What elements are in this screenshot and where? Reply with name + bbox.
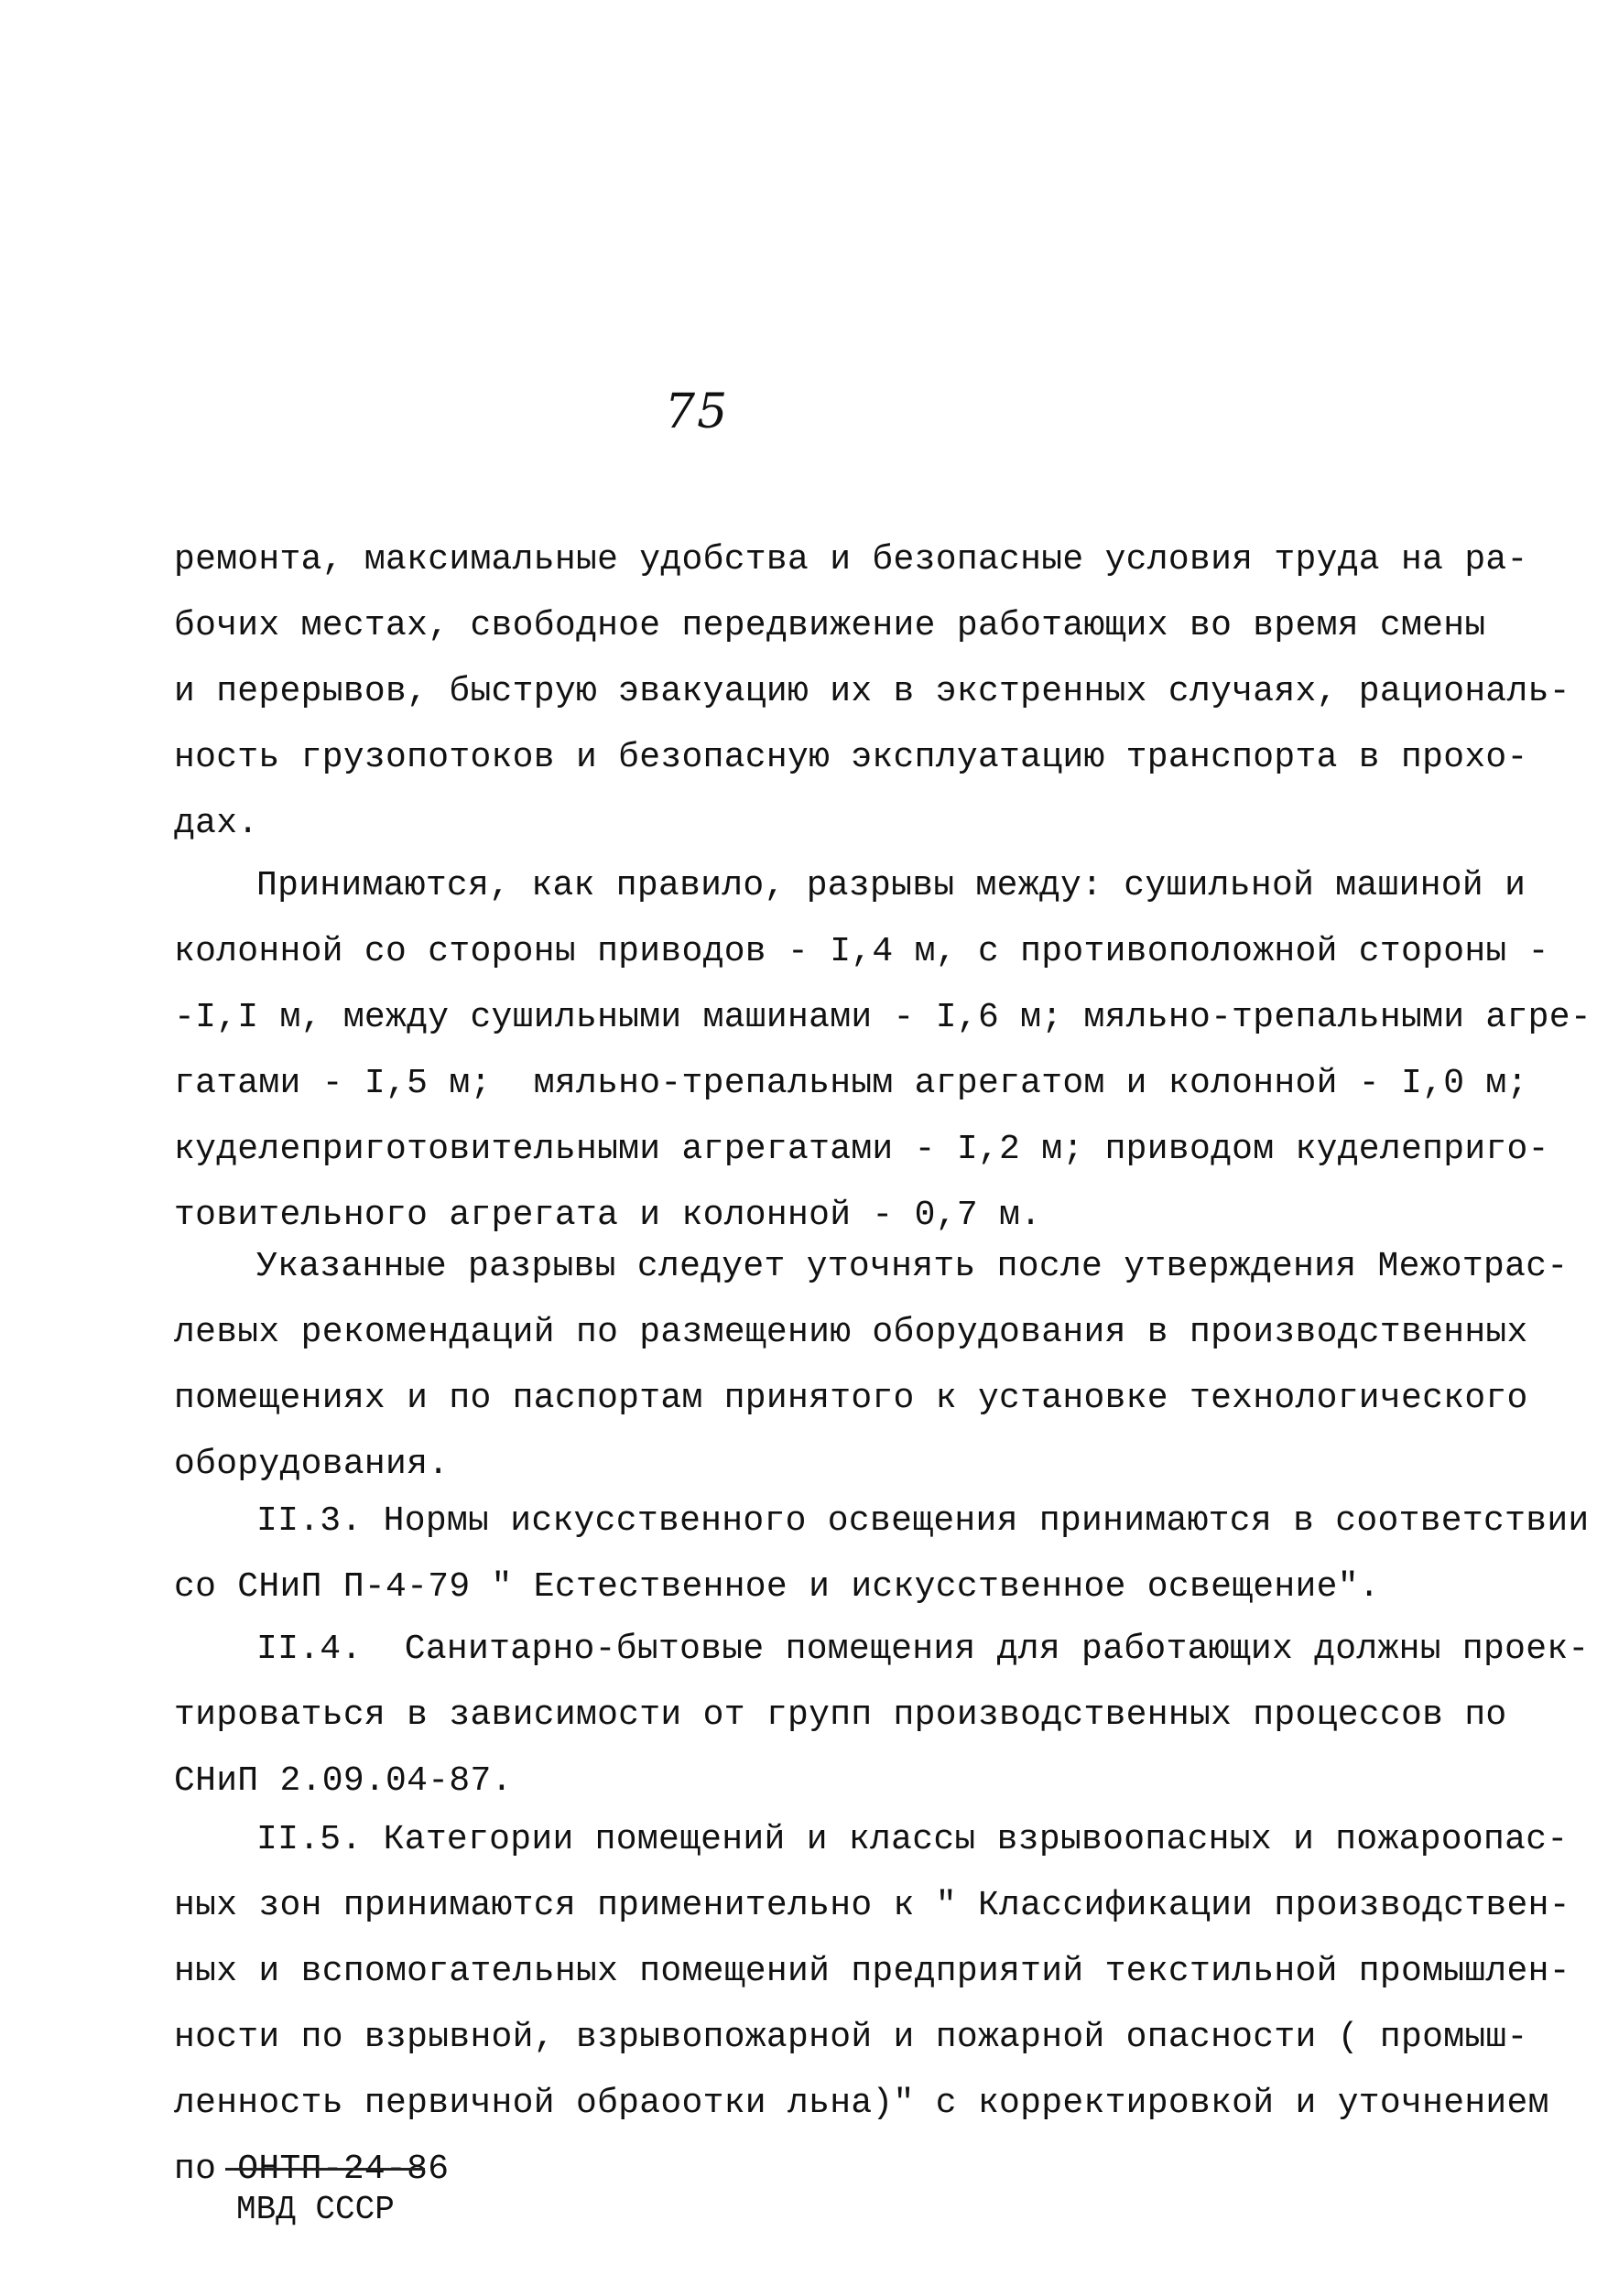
text-line: II.3. Нормы искусственного освещения принимаются в соответствии bbox=[256, 1501, 1590, 1541]
text-line: СНиП 2.09.04-87. bbox=[174, 1761, 513, 1801]
text-line: II.5. Категории помещений и классы взрывоопасных и пожароопас- bbox=[256, 1820, 1569, 1859]
text-line: Указанные разрывы следует уточнять после утверждения Межотрас- bbox=[256, 1247, 1569, 1286]
text-line: ности по взрывной, взрывопожарной и пожарной опасности ( промыш- bbox=[174, 2018, 1528, 2057]
text-line: тироваться в зависимости от групп производственных процессов по bbox=[174, 1695, 1507, 1735]
paragraph-continuation bbox=[174, 527, 1570, 857]
text-line: гатами - I,5 м; мяльно-трепальным агрегатом и колонной - I,0 м; bbox=[174, 1064, 1528, 1103]
footnote-separator bbox=[225, 2168, 425, 2171]
text-line: левых рекомендаций по размещению оборудования в производственных bbox=[174, 1313, 1528, 1352]
text-line: бочих местах, свободное передвижение работающих во время смены bbox=[174, 606, 1486, 645]
text-line: ремонта, максимальные удобства и безопасные условия труда на ра- bbox=[174, 540, 1528, 579]
text-line: оборудования. bbox=[174, 1445, 450, 1484]
text-line: помещениях и по паспортам принятого к установке технологического bbox=[174, 1379, 1528, 1418]
page-number: 75 bbox=[665, 384, 730, 439]
text-line: ных и вспомогательных помещений предприятий текстильной промышлен- bbox=[174, 1952, 1570, 1991]
text-line: II.4. Санитарно-бытовые помещения для работающих должны проек- bbox=[256, 1630, 1590, 1669]
paragraph-clearances bbox=[174, 853, 1592, 1249]
text-line: дах. bbox=[174, 804, 259, 843]
text-line: Принимаются, как правило, разрывы между: сушильной машиной и bbox=[256, 866, 1526, 905]
text-line: ность грузопотоков и безопасную эксплуатацию транспорта в прохо- bbox=[174, 738, 1528, 777]
text-line: и перерывов, быструю эвакуацию их в экстренных случаях, рациональ- bbox=[174, 672, 1570, 711]
text-line: ленность первичной обраоотки льна)" с корректировкой и уточнением bbox=[174, 2084, 1549, 2123]
paragraph-11-5 bbox=[174, 1807, 1570, 2203]
text-line: -I,I м, между сушильными машинами - I,6 м; мяльно-трепальными агре- bbox=[174, 998, 1592, 1037]
paragraph-recommendations bbox=[174, 1234, 1569, 1498]
text-line: колонной со стороны приводов - I,4 м, с противоположной стороны - bbox=[174, 932, 1549, 971]
text-line: товительного агрегата и колонной - 0,7 м. bbox=[174, 1196, 1042, 1235]
text-line: куделеприготовительными агрегатами - I,2 м; приводом куделеприго- bbox=[174, 1130, 1549, 1169]
paragraph-11-4 bbox=[174, 1617, 1590, 1814]
text-line: ных зон принимаются применительно к " Классификации производствен- bbox=[174, 1886, 1570, 1925]
paragraph-11-3 bbox=[174, 1489, 1590, 1620]
text-line: по ОНТП-24-86 bbox=[174, 2150, 450, 2189]
text-line: со СНиП П-4-79 " Естественное и искусственное освещение". bbox=[174, 1567, 1380, 1607]
footnote: МВД СССР bbox=[236, 2191, 395, 2228]
